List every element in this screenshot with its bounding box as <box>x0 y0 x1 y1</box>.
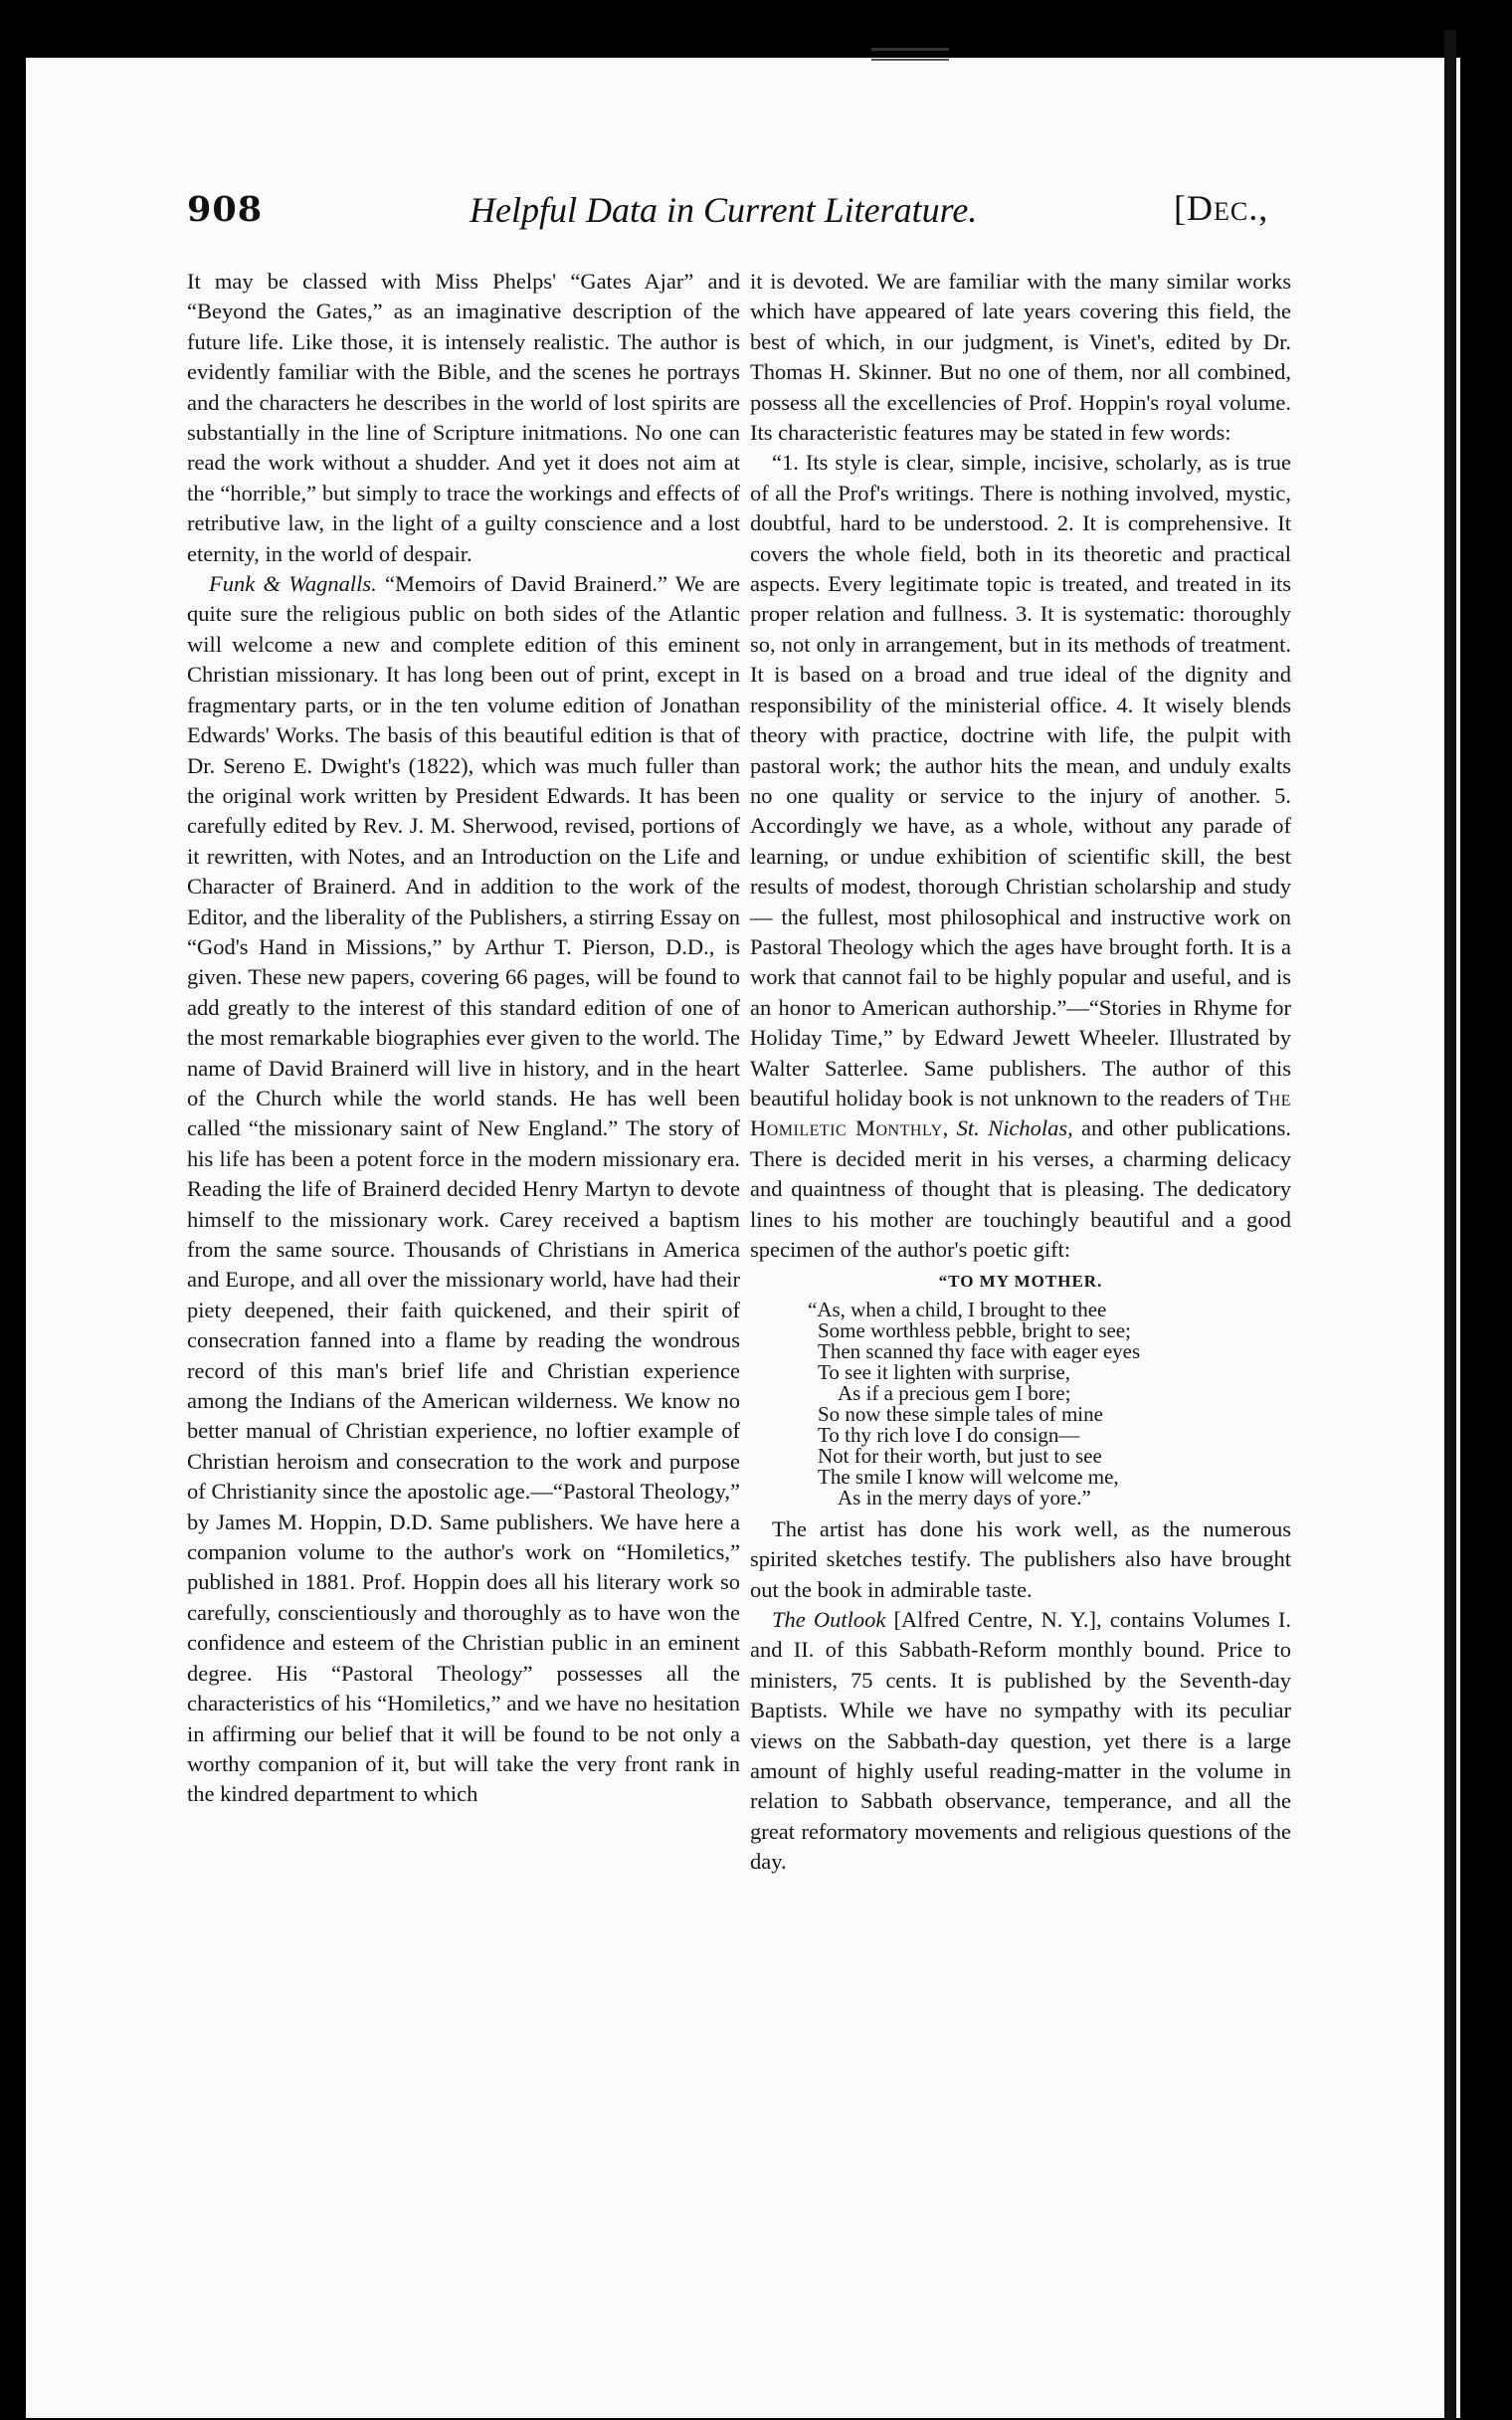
poem-line: Then scanned thy face with eager eyes <box>818 1338 1141 1363</box>
poem-line: The smile I know will welcome me, <box>818 1464 1119 1489</box>
month-bracket: [D <box>1174 188 1214 228</box>
paragraph-features <box>750 448 1291 1265</box>
poem-line: Some worthless pebble, bright to see; <box>818 1317 1131 1342</box>
paragraph-brainerd <box>187 569 740 1810</box>
outlook-title: The Outlook <box>772 1607 886 1633</box>
poem-title: “TO MY MOTHER. <box>938 1272 1103 1292</box>
brainerd-text: “Memoirs of David Brainerd.” We are quite sure the religious public on both sides of the Atlantic will welcome a new and complete edition of this eminent Christian missionary. It has long been out of print, except in fragmentary parts, or in the ten volume edition of Jonathan Edwards' Works. The basis of this beautiful edition is that of Dr. Sereno E. Dwight's (1822), which was much fuller than the original work written by President Edwards. It has been carefully edited by Rev. J. M. Sherwood, revised, portions of it rewritten, with Notes, and an Introduction on the Life and Character of Brainerd. And in addition to the work of the Editor, and the liberality of the Publishers, a stirring Essay on “God's Hand in Missions,” by Arthur T. Pierson, D.D., is given. These new papers, covering 66 pages, will be found to add greatly to the interest of this standard edition of one of the most remarkable biographies ever given to the world. The name of David Brainerd will live in history, and in the heart of the Church while the world stands. He has well been called “the missionary saint of New England.” The story of his life has been a potent force in the modern missionary era. Reading the life of Brainerd decided Henry Martyn to devote himself to the missionary work. Carey received a baptism from the same source. Thousands of Christians in America and Europe, and all over the missionary world, have had their piety deepened, their faith quickened, and their spirit of consecration fanned into a flame by reading the wondrous record of this man's brief life and Christian experience among the Indians of the American wilderness. We know no better manual of Christian experience, no loftier example of Christian heroism and consecration to the work and purpose of Christianity since the apostolic age.—“Pastoral Theology,” by James M. Hoppin, D.D. Same publishers. We have here a companion volume to the author's work on “Homiletics,” published in 1881. Prof. Hoppin does all his literary work so carefully, conscientiously and thoroughly as to have won the confidence and esteem of the Christian public in an eminent degree. His “Pastoral Theology” possesses all the characteristics of his “Homiletics,” and we have no hesitation in affirming our belief that it will be found to be not only a worthy companion of it, but will take the very front rank in the kindred department to which <box>187 571 740 1807</box>
scan-border-right <box>1470 20 1512 2420</box>
month-smallcaps: EC <box>1214 197 1249 226</box>
month-label <box>1174 187 1268 229</box>
page-header <box>187 189 1291 249</box>
poem-line: Not for their worth, but just to see <box>818 1443 1102 1468</box>
poem-line: “As, when a child, I brought to thee <box>808 1297 1107 1321</box>
month-end: ., <box>1248 188 1269 228</box>
features-mid: , <box>942 1115 957 1141</box>
outlook-text: [Alfred Centre, N. Y.], contains Volumes I. and II. of this Sabbath-Reform monthly bound. Price to ministers, 75 cents. It is published by the Seventh-day Baptists. While we have no sympathy with its peculiar views on the Sabbath-day question, yet there is a large amount of highly useful reading-matter in the volume in relation to Sabbath observance, temperance, and all the great reformatory movements and religious questions of the day. <box>750 1607 1291 1875</box>
magazine-st-nicholas: St. Nicholas <box>956 1115 1068 1141</box>
poem-line: As if a precious gem I bore; <box>838 1380 1071 1405</box>
right-column <box>750 267 1291 1878</box>
poem-line: To thy rich love I do consign— <box>818 1422 1080 1447</box>
paragraph-artist: The artist has done his work well, as the numerous spirited sketches testify. The publishers also have brought out the book in admirable taste. <box>750 1515 1291 1602</box>
paragraph-outlook <box>750 1605 1291 1878</box>
features-end: , and other publications. There is decided merit in his verses, a charming delicacy and quaintness of thought that is pleasing. The dedicatory lines to his mother are touchingly beautiful and a good specimen of the author's poetic gift: <box>750 1115 1291 1262</box>
page-number: 908 <box>187 189 264 230</box>
paragraph-gates-ajar: It may be classed with Miss Phelps' “Gates Ajar” and “Beyond the Gates,” as an imaginative description of the future life. Like those, it is intensely realistic. The author is evidently familiar with the Bible, and the scenes he portrays and the characters he describes in the world of lost spirits are substantially in the line of Scripture initmations. No one can read the work without a shudder. And yet it does not aim at the “horrible,” but simply to trace the workings and effects of retributive law, in the light of a guilty conscience and a lost eternity, in the world of despair. <box>187 269 740 566</box>
publisher-name: Funk & Wagnalls. <box>209 571 377 597</box>
poem <box>750 1297 1291 1510</box>
paragraph-hoppin: it is devoted. We are familiar with the many similar works which have appeared of late years covering this field, the best of which, in our judgment, is Vinet's, edited by Dr. Thomas H. Skinner. But no one of them, nor all combined, possess all the excellencies of Prof. Hoppin's royal volume. Its characteristic features may be stated in few words: <box>750 269 1291 446</box>
left-column <box>187 267 740 1810</box>
poem-line: So now these simple tales of mine <box>818 1401 1103 1426</box>
running-title: Helpful Data in Current Literature. <box>470 190 978 230</box>
page-edge-shadow <box>1444 30 1456 2420</box>
magazine-homiletic: The Homiletic Monthly <box>750 1085 1291 1141</box>
scan-mark <box>871 48 949 61</box>
poem-line: To see it lighten with surprise, <box>818 1359 1070 1384</box>
poem-line: As in the merry days of yore.” <box>838 1485 1091 1510</box>
features-text: “1. Its style is clear, simple, incisive, scholarly, as is true of all the Prof's writings. There is nothing involved, mystic, doubtful, hard to be understood. 2. It is comprehensive. It covers the whole field, both in its theoretic and practical aspects. Every legitimate topic is treated, and treated in its proper relation and fullness. 3. It is systematic: thoroughly so, not only in arrangement, but in its methods of treatment. It is based on a broad and true ideal of the dignity and responsibility of the ministerial office. 4. It wisely blends theory with practice, doctrine with life, the pulpit with pastoral work; the author hits the mean, and unduly exalts no one quality or service to the injury of another. 5. Accordingly we have, as a whole, without any parade of learning, or undue exhibition of scientific skill, the best results of modest, thorough Christian scholarship and study — the fullest, most philosophical and instructive work on Pastoral Theology which the ages have brought forth. It is a work that cannot fail to be highly popular and useful, and is an honor to American authorship.”—“Stories in Rhyme for Holiday Time,” by Edward Jewett Wheeler. Illustrated by Walter Satterlee. Same publishers. The author of this beautiful holiday book is not unknown to the readers of <box>750 450 1291 1110</box>
